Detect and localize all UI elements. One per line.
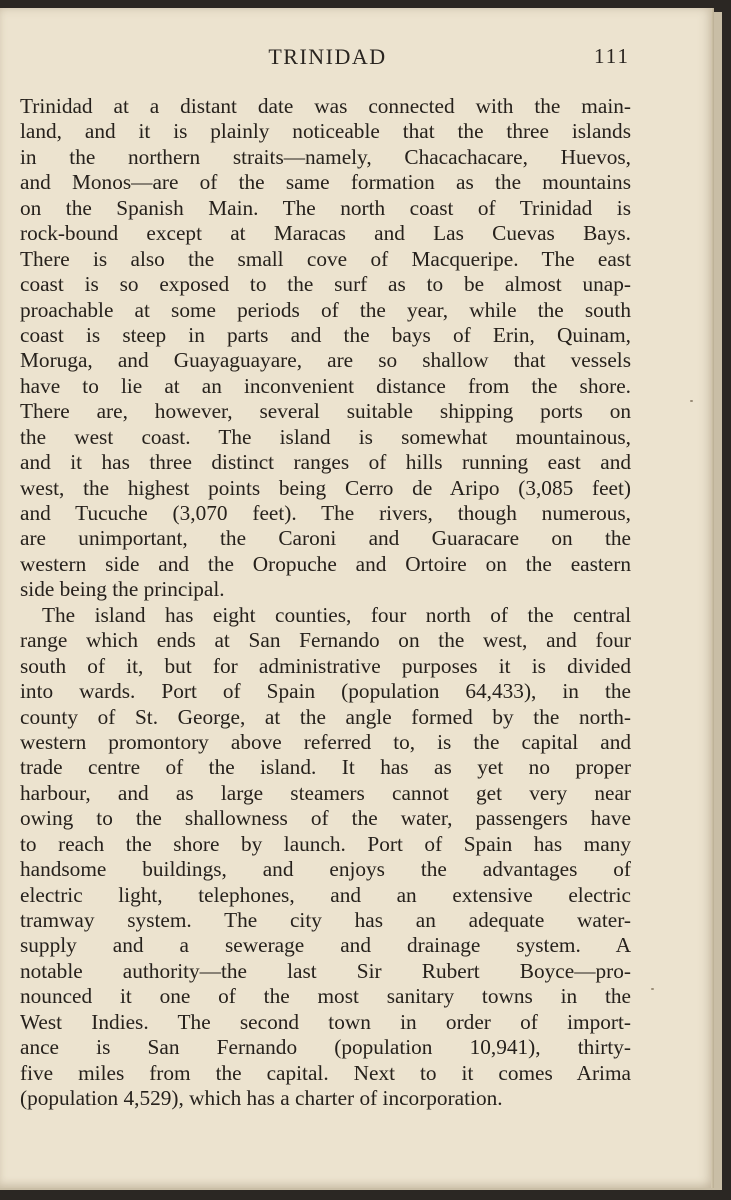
- text-line: side being the principal.: [20, 577, 225, 602]
- text-line: owing to the shallowness of the water, passengers have: [20, 806, 631, 831]
- text-line: West Indies. The second town in order of import-: [20, 1009, 631, 1034]
- text-line: (population 4,529), which has a charter of incorporation.: [20, 1086, 503, 1111]
- body-text: [20, 94, 631, 1112]
- text-line: proachable at some periods of the year, while the south: [20, 297, 631, 322]
- page-edge: [711, 8, 714, 1188]
- text-line: on the Spanish Main. The north coast of Trinidad is: [20, 195, 631, 220]
- page-header: [0, 44, 714, 84]
- text-line: the west coast. The island is somewhat mountainous,: [20, 424, 631, 449]
- paragraph-2: [20, 603, 631, 1112]
- text-line: Trinidad at a distant date was connected with the main-: [20, 94, 631, 118]
- text-line: land, and it is plainly noticeable that the three islands: [20, 119, 631, 144]
- text-line: coast is so exposed to the surf as to be almost unap-: [20, 272, 631, 297]
- text-line: and Monos—are of the same formation as the mountains: [20, 170, 631, 195]
- paper-speck: [690, 400, 693, 402]
- text-line: and Tucuche (3,070 feet). The rivers, though numerous,: [20, 501, 631, 525]
- text-line: and it has three distinct ranges of hills running east and: [20, 450, 631, 475]
- text-line: electric light, telephones, and an extensive electric: [20, 882, 631, 907]
- text-line: to reach the shore by launch. Port of Spain has many: [20, 831, 631, 856]
- paragraph-1: [20, 94, 631, 603]
- text-line: The island has eight counties, four north of the central: [42, 602, 631, 627]
- text-line: rock-bound except at Maracas and Las Cuevas Bays.: [20, 221, 631, 246]
- text-line: range which ends at San Fernando on the west, and four: [20, 628, 631, 653]
- text-line: Moruga, and Guayaguayare, are so shallow that vessels: [20, 348, 631, 373]
- text-line: west, the highest points being Cerro de Aripo (3,085 feet): [20, 475, 631, 500]
- text-line: There is also the small cove of Macqueripe. The east: [20, 246, 631, 271]
- text-line: western promontory above referred to, is the capital and: [20, 729, 631, 754]
- text-line: coast is steep in parts and the bays of Erin, Quinam,: [20, 322, 631, 347]
- text-line: notable authority—the last Sir Rubert Boyce—pro-: [20, 958, 631, 983]
- text-line: county of St. George, at the angle formed by the north-: [20, 704, 631, 729]
- page-number: 111: [594, 44, 630, 68]
- text-line: trade centre of the island. It has as yet no proper: [20, 755, 631, 780]
- text-line: western side and the Oropuche and Ortoire on the eastern: [20, 551, 631, 576]
- text-line: are unimportant, the Caroni and Guaracare on the: [20, 526, 631, 551]
- text-line: handsome buildings, and enjoys the advantages of: [20, 857, 631, 882]
- text-line: nounced it one of the most sanitary towns in the: [20, 984, 631, 1009]
- paper-speck: [651, 988, 654, 990]
- text-line: south of it, but for administrative purposes it is divided: [20, 653, 631, 678]
- text-line: tramway system. The city has an adequate water-: [20, 908, 631, 932]
- text-line: harbour, and as large steamers cannot get very near: [20, 780, 631, 805]
- text-line: have to lie at an inconvenient distance from the shore.: [20, 373, 631, 398]
- book-page: [0, 8, 714, 1188]
- text-line: in the northern straits—namely, Chacachacare, Huevos,: [20, 144, 631, 169]
- text-line: ance is San Fernando (population 10,941), thirty-: [20, 1035, 631, 1060]
- text-line: into wards. Port of Spain (population 64,433), in the: [20, 679, 631, 704]
- text-line: supply and a sewerage and drainage system. A: [20, 933, 631, 958]
- running-title: TRINIDAD: [268, 44, 387, 69]
- text-line: five miles from the capital. Next to it comes Arima: [20, 1060, 631, 1085]
- text-line: There are, however, several suitable shipping ports on: [20, 399, 631, 424]
